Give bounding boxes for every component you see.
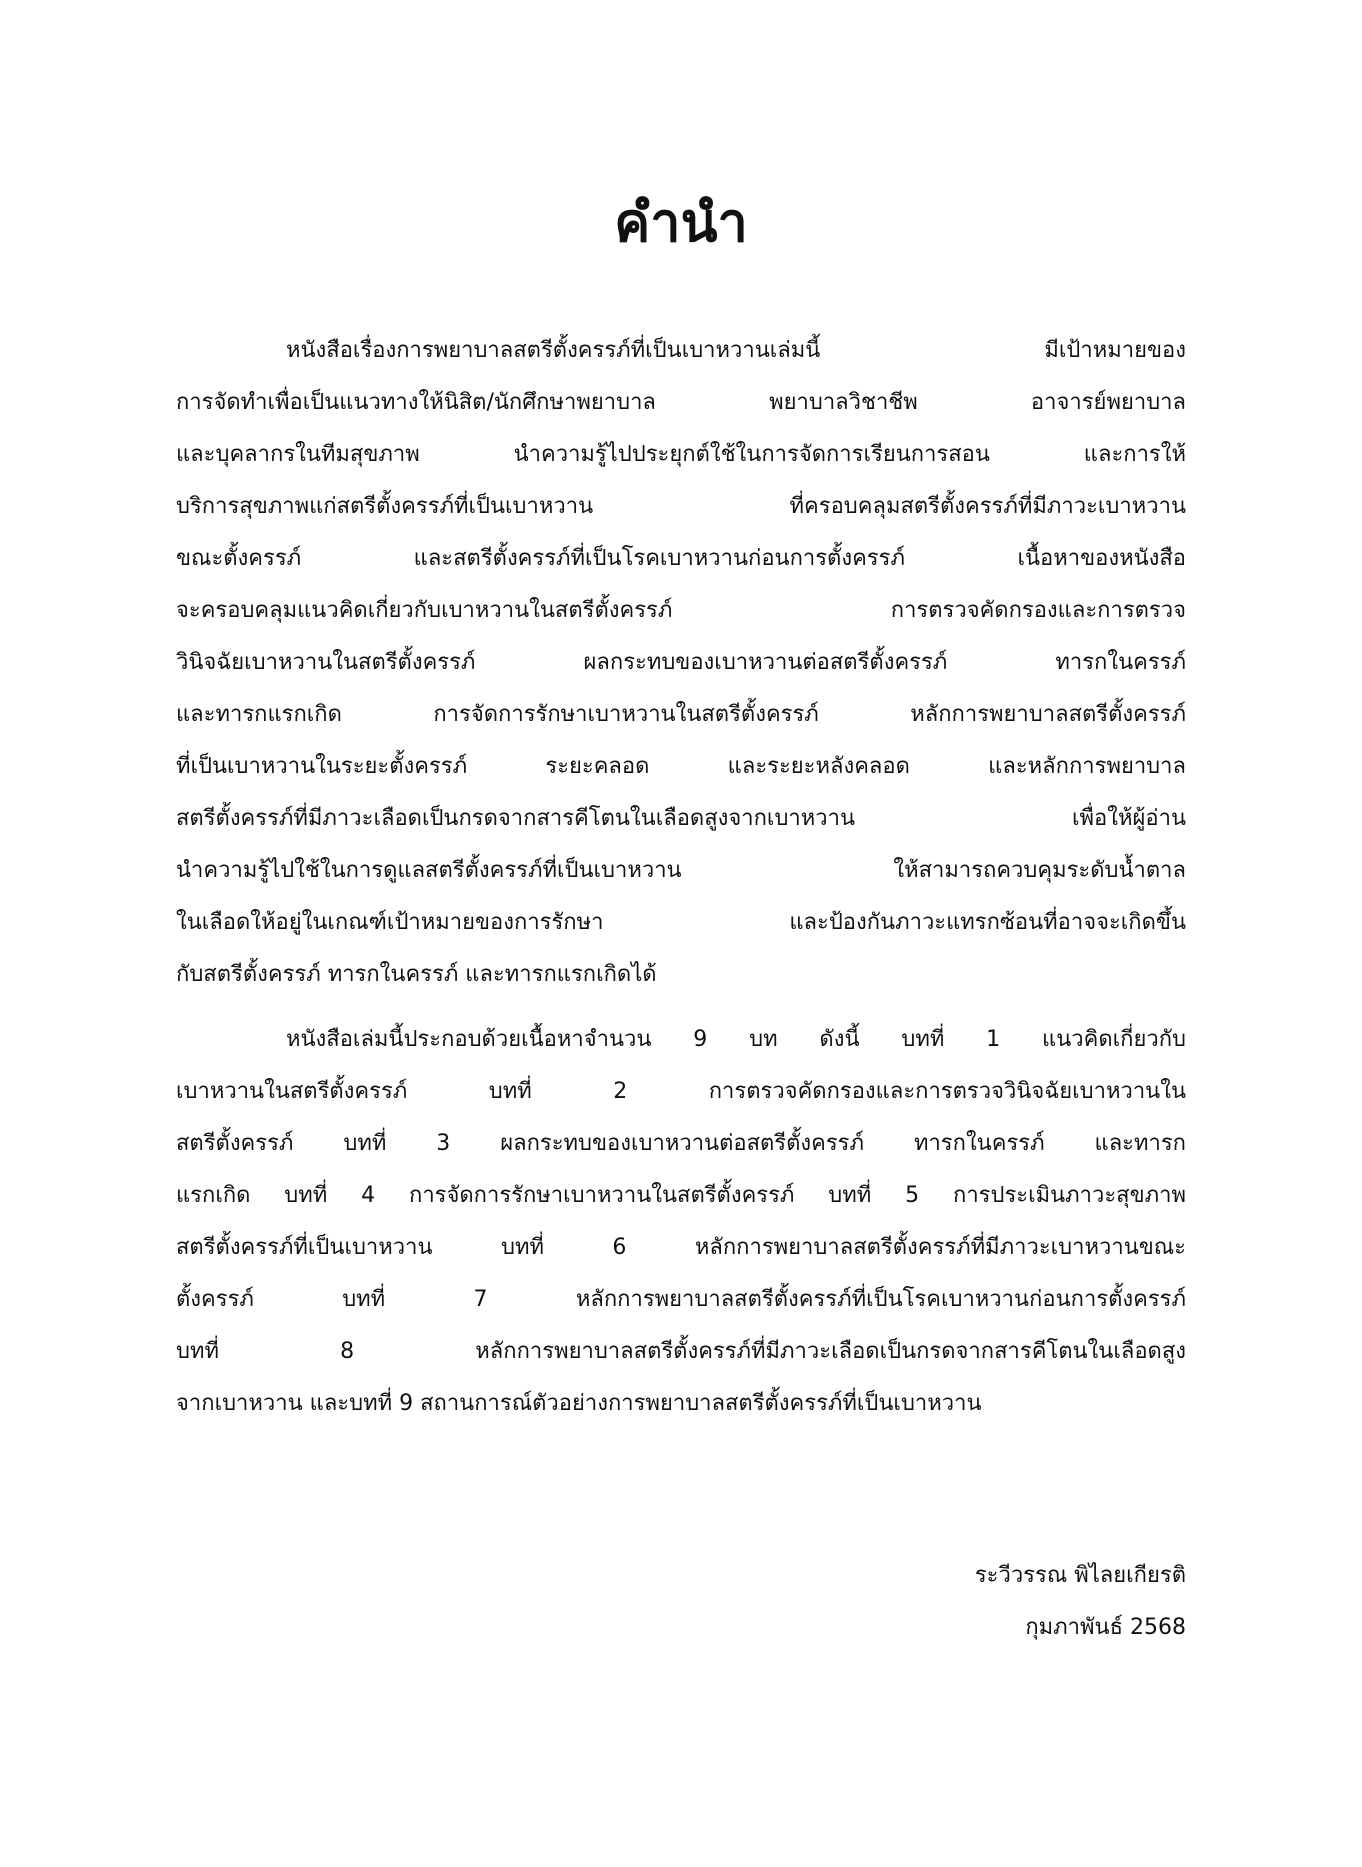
paragraph-line: แรกเกิด บทที่ 4 การจัดการรักษาเบาหวานในสตรีตั้งครรภ์ บทที่ 5 การประเมินภาวะสุขภาพ <box>176 1183 1186 1208</box>
paragraph-line: กับสตรีตั้งครรภ์ ทารกในครรภ์ และทารกแรกเกิดได้ <box>176 962 657 987</box>
author-name: ระวีวรรณ พิไลยเกียรติ <box>974 1563 1186 1588</box>
paragraph-line: ที่เป็นเบาหวานในระยะตั้งครรภ์ ระยะคลอด และระยะหลังคลอด และหลักการพยาบาล <box>176 754 1186 779</box>
page-title: คำนำ <box>614 191 748 254</box>
paragraph-line: จะครอบคลุมแนวคิดเกี่ยวกับเบาหวานในสตรีตั้งครรภ์ การตรวจคัดกรองและการตรวจ <box>176 598 1186 623</box>
paragraph-line: นำความรู้ไปใช้ในการดูแลสตรีตั้งครรภ์ที่เป็นเบาหวาน ให้สามารถควบคุมระดับน้ำตาล <box>176 858 1186 883</box>
paragraph-line: วินิจฉัยเบาหวานในสตรีตั้งครรภ์ ผลกระทบของเบาหวานต่อสตรีตั้งครรภ์ ทารกในครรภ์ <box>176 650 1186 675</box>
paragraph-line: จากเบาหวาน และบทที่ 9 สถานการณ์ตัวอย่างการพยาบาลสตรีตั้งครรภ์ที่เป็นเบาหวาน <box>176 1391 982 1416</box>
paragraph-line: บทที่ 8 หลักการพยาบาลสตรีตั้งครรภ์ที่มีภาวะเลือดเป็นกรดจากสารคีโตนในเลือดสูง <box>176 1339 1186 1364</box>
paragraph-line: เบาหวานในสตรีตั้งครรภ์ บทที่ 2 การตรวจคัดกรองและการตรวจวินิจฉัยเบาหวานใน <box>176 1079 1186 1104</box>
paragraph-line: สตรีตั้งครรภ์ที่มีภาวะเลือดเป็นกรดจากสารคีโตนในเลือดสูงจากเบาหวาน เพื่อให้ผู้อ่าน <box>176 806 1186 831</box>
paragraph-line: หนังสือเล่มนี้ประกอบด้วยเนื้อหาจำนวน 9 บท ดังนี้ บทที่ 1 แนวคิดเกี่ยวกับ <box>286 1027 1186 1052</box>
paragraph-line: ในเลือดให้อยู่ในเกณฑ์เป้าหมายของการรักษา และป้องกันภาวะแทรกซ้อนที่อาจจะเกิดขึ้น <box>176 910 1186 935</box>
paragraph-line: บริการสุขภาพแก่สตรีตั้งครรภ์ที่เป็นเบาหวาน ที่ครอบคลุมสตรีตั้งครรภ์ที่มีภาวะเบาหวาน <box>176 494 1186 519</box>
paragraph-line: หนังสือเรื่องการพยาบาลสตรีตั้งครรภ์ที่เป็นเบาหวานเล่มนี้ มีเป้าหมายของ <box>286 338 1186 363</box>
paragraph-line: ตั้งครรภ์ บทที่ 7 หลักการพยาบาลสตรีตั้งครรภ์ที่เป็นโรคเบาหวานก่อนการตั้งครรภ์ <box>176 1287 1186 1312</box>
paragraph-line: การจัดทำเพื่อเป็นแนวทางให้นิสิต/นักศึกษาพยาบาล พยาบาลวิชาชีพ อาจารย์พยาบาล <box>176 390 1186 415</box>
paragraph-line: สตรีตั้งครรภ์ที่เป็นเบาหวาน บทที่ 6 หลักการพยาบาลสตรีตั้งครรภ์ที่มีภาวะเบาหวานขณะ <box>176 1235 1186 1260</box>
signature-block <box>975 1550 1186 1654</box>
paragraph-line: สตรีตั้งครรภ์ บทที่ 3 ผลกระทบของเบาหวานต่อสตรีตั้งครรภ์ ทารกในครรภ์ และทารก <box>176 1131 1186 1156</box>
paragraph-line: ขณะตั้งครรภ์ และสตรีตั้งครรภ์ที่เป็นโรคเบาหวานก่อนการตั้งครรภ์ เนื้อหาของหนังสือ <box>176 546 1186 571</box>
paragraph-line: และบุคลากรในทีมสุขภาพ นำความรู้ไปประยุกต์ใช้ในการจัดการเรียนการสอน และการให้ <box>176 442 1186 467</box>
paragraph-line: และทารกแรกเกิด การจัดการรักษาเบาหวานในสตรีตั้งครรภ์ หลักการพยาบาลสตรีตั้งครรภ์ <box>176 702 1186 727</box>
signature-date: กุมภาพันธ์ 2568 <box>1025 1615 1186 1640</box>
paragraph-2 <box>176 1014 1186 1430</box>
paragraph-1 <box>176 325 1186 1001</box>
